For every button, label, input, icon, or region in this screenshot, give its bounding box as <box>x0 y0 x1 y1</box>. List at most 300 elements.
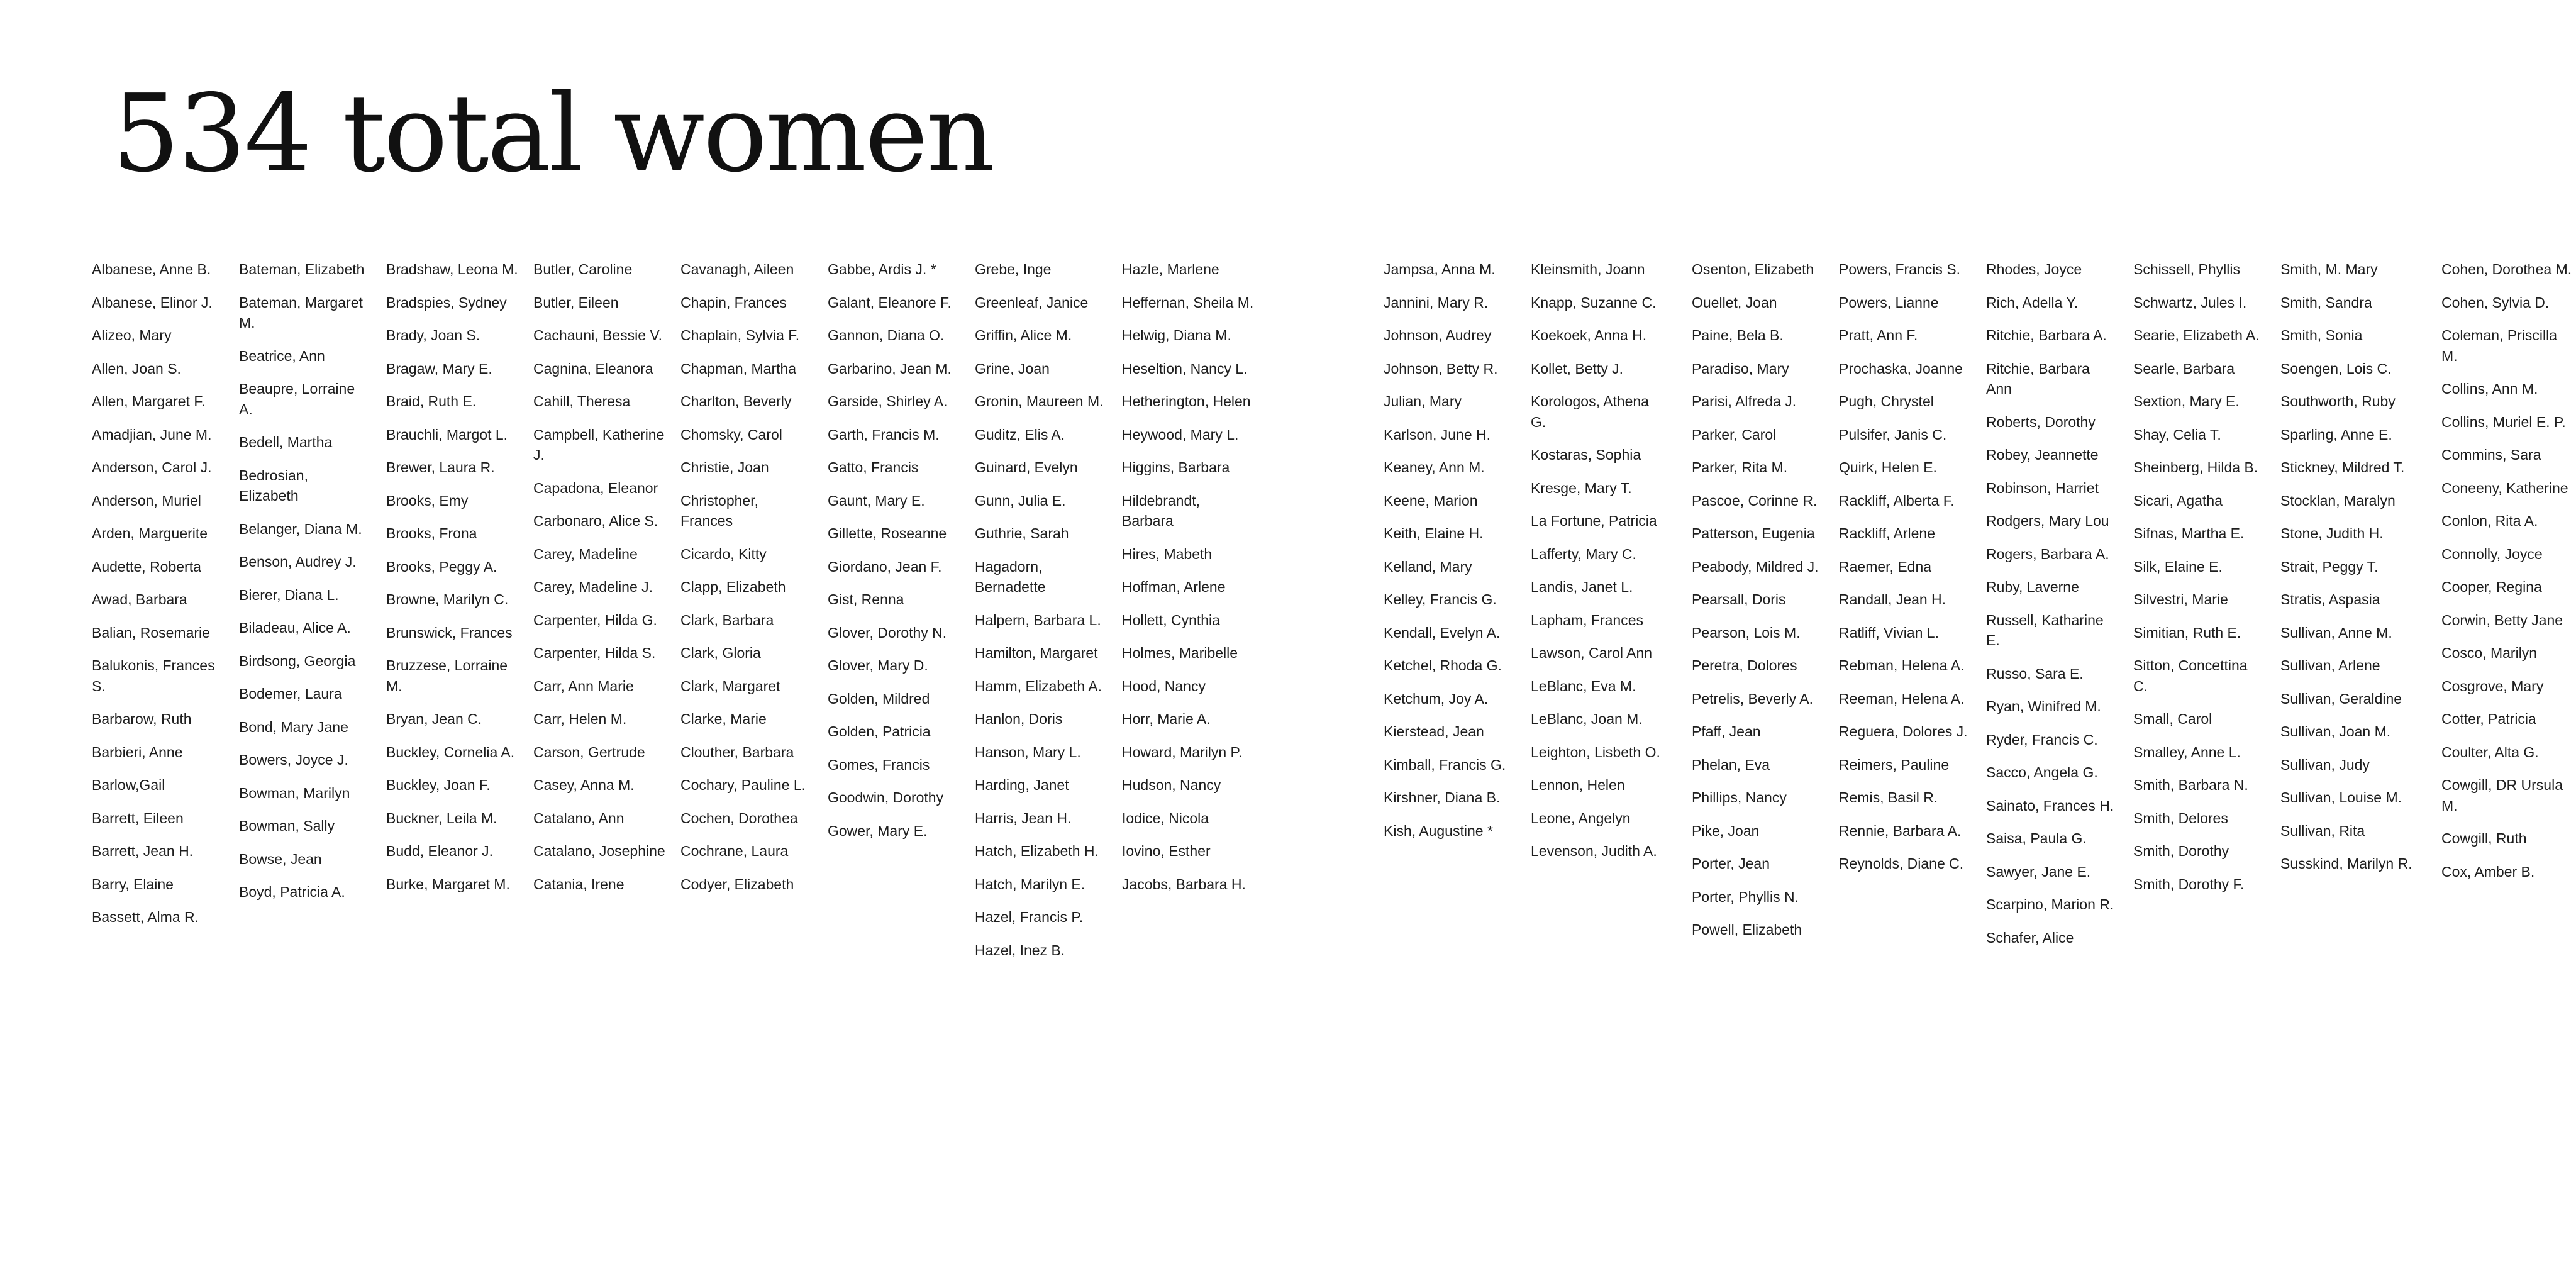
name-entry: Corwin, Betty Jane <box>2441 611 2563 628</box>
name-column <box>975 259 1107 973</box>
name-entry: Sullivan, Louise M. <box>2280 789 2402 806</box>
name-entry: Audette, Roberta <box>92 558 201 575</box>
name-entry: Beaupre, Lorraine A. <box>239 380 355 418</box>
name-entry: Rodgers, Mary Lou <box>1986 513 2109 529</box>
name-entry: Griffin, Alice M. <box>975 327 1072 343</box>
name-entry: Coulter, Alta G. <box>2441 743 2539 760</box>
name-entry: Christopher, Frances <box>680 492 759 529</box>
name-column <box>1384 259 1516 853</box>
name-entry: Gaunt, Mary E. <box>828 492 925 509</box>
name-entry: Kresge, Mary T. <box>1531 479 1632 496</box>
name-entry: Pulsifer, Janis C. <box>1839 426 1947 443</box>
name-entry: Powell, Elizabeth <box>1692 921 1802 938</box>
name-entry: Heseltion, Nancy L. <box>1122 360 1248 377</box>
name-entry: Southworth, Ruby <box>2280 393 2396 409</box>
name-entry: Clark, Gloria <box>680 645 761 661</box>
name-entry: Karlson, June H. <box>1384 426 1491 443</box>
name-entry: Rackliff, Alberta F. <box>1839 492 1955 509</box>
name-entry: Gabbe, Ardis J. * <box>828 261 936 277</box>
name-entry: Greenleaf, Janice <box>975 294 1089 311</box>
name-column <box>2441 259 2573 894</box>
name-entry: Glover, Dorothy N. <box>828 624 947 641</box>
name-entry: Barbieri, Anne <box>92 743 183 760</box>
name-entry: Cagnina, Eleanora <box>533 360 653 377</box>
name-entry: Clark, Barbara <box>680 611 774 628</box>
name-entry: Hatch, Elizabeth H. <box>975 843 1099 859</box>
name-entry: Clapp, Elizabeth <box>680 579 786 595</box>
name-entry: Coneeny, Katherine <box>2441 479 2568 496</box>
name-entry: Pearson, Lois M. <box>1692 624 1801 641</box>
name-entry: Remis, Basil R. <box>1839 789 1938 806</box>
name-entry: Smalley, Anne L. <box>2133 743 2241 760</box>
name-entry: Barbarow, Ruth <box>92 711 192 727</box>
name-entry: Rennie, Barbara A. <box>1839 822 1962 839</box>
name-entry: Barrett, Eileen <box>92 809 184 826</box>
name-entry: Cahill, Theresa <box>533 393 631 409</box>
name-entry: Amadjian, June M. <box>92 426 212 443</box>
name-entry: Ritchie, Barbara Ann <box>1986 360 2090 397</box>
name-entry: Hires, Mabeth <box>1122 545 1213 562</box>
name-entry: Bradspies, Sydney <box>386 294 507 311</box>
name-entry: Julian, Mary <box>1384 393 1462 409</box>
name-entry: Budd, Eleanor J. <box>386 843 494 859</box>
name-entry: Pfaff, Jean <box>1692 723 1761 740</box>
name-entry: Alizeo, Mary <box>92 327 172 343</box>
name-entry: Guinard, Evelyn <box>975 459 1078 475</box>
name-entry: Smith, Barbara N. <box>2133 777 2248 793</box>
name-column <box>828 259 960 853</box>
name-entry: Capadona, Eleanor <box>533 479 658 496</box>
name-entry: Balian, Rosemarie <box>92 624 210 641</box>
name-entry: Stratis, Aspasia <box>2280 591 2380 608</box>
name-entry: Cochrane, Laura <box>680 843 789 859</box>
name-column <box>533 259 665 907</box>
name-entry: Pratt, Ann F. <box>1839 327 1918 343</box>
name-entry: Hatch, Marilyn E. <box>975 875 1085 892</box>
name-entry: Ryan, Winifred M. <box>1986 698 2101 714</box>
name-column <box>1692 259 1824 953</box>
name-entry: Giordano, Jean F. <box>828 558 942 575</box>
name-entry: Carpenter, Hilda G. <box>533 611 657 628</box>
name-entry: Parisi, Alfreda J. <box>1692 393 1797 409</box>
name-entry: Barlow,Gail <box>92 777 165 793</box>
name-entry: Cosgrove, Mary <box>2441 677 2544 694</box>
name-entry: Biladeau, Alice A. <box>239 619 351 636</box>
name-entry: LeBlanc, Eva M. <box>1531 677 1636 694</box>
name-entry: Collins, Ann M. <box>2441 380 2538 397</box>
name-entry: Koekoek, Anna H. <box>1531 327 1647 343</box>
name-entry: Jannini, Mary R. <box>1384 294 1489 311</box>
name-entry: Smith, Sandra <box>2280 294 2372 311</box>
name-entry: Kierstead, Jean <box>1384 723 1484 740</box>
name-entry: Barry, Elaine <box>92 875 174 892</box>
name-entry: Landis, Janet L. <box>1531 579 1633 595</box>
name-entry: Buckley, Joan F. <box>386 777 491 793</box>
name-entry: Pascoe, Corinne R. <box>1692 492 1818 509</box>
name-entry: Guditz, Elis A. <box>975 426 1065 443</box>
name-entry: Gannon, Diana O. <box>828 327 945 343</box>
name-entry: Gatto, Francis <box>828 459 919 475</box>
name-entry: Cohen, Sylvia D. <box>2441 294 2550 311</box>
name-entry: Kelland, Mary <box>1384 558 1472 575</box>
name-entry: Gomes, Francis <box>828 756 930 773</box>
name-entry: Iodice, Nicola <box>1122 809 1209 826</box>
name-entry: Sacco, Angela G. <box>1986 764 2098 780</box>
name-entry: La Fortune, Patricia <box>1531 513 1657 529</box>
page-title: 534 total women <box>112 72 994 196</box>
name-entry: Grebe, Inge <box>975 261 1052 277</box>
name-entry: Paradiso, Mary <box>1692 360 1789 377</box>
name-entry: Golden, Mildred <box>828 690 930 707</box>
name-entry: Catalano, Josephine <box>533 843 665 859</box>
name-entry: Ketchum, Joy A. <box>1384 690 1489 707</box>
name-entry: Horr, Marie A. <box>1122 711 1211 727</box>
name-entry: Allen, Joan S. <box>92 360 181 377</box>
name-column <box>386 259 518 907</box>
name-column <box>2280 259 2412 887</box>
name-entry: Carbonaro, Alice S. <box>533 513 658 529</box>
name-column <box>1839 259 1971 887</box>
name-entry: Bodemer, Laura <box>239 686 342 702</box>
name-entry: Guthrie, Sarah <box>975 525 1069 541</box>
name-entry: Knapp, Suzanne C. <box>1531 294 1657 311</box>
name-entry: Arden, Marguerite <box>92 525 208 541</box>
name-entry: Carpenter, Hilda S. <box>533 645 656 661</box>
name-entry: Kish, Augustine * <box>1384 822 1493 839</box>
name-entry: Cavanagh, Aileen <box>680 261 794 277</box>
name-entry: Browne, Marilyn C. <box>386 591 509 608</box>
name-entry: Stocklan, Maralyn <box>2280 492 2396 509</box>
name-entry: Lennon, Helen <box>1531 777 1625 793</box>
name-entry: Butler, Caroline <box>533 261 633 277</box>
name-entry: Susskind, Marilyn R. <box>2280 855 2412 872</box>
name-entry: Cosco, Marilyn <box>2441 645 2538 661</box>
name-entry: Bruzzese, Lorraine M. <box>386 657 508 694</box>
name-entry: Brauchli, Margot L. <box>386 426 508 443</box>
name-entry: Albanese, Elinor J. <box>92 294 213 311</box>
name-entry: Kelley, Francis G. <box>1384 591 1497 608</box>
name-entry: Belanger, Diana M. <box>239 520 362 537</box>
name-entry: Butler, Eileen <box>533 294 619 311</box>
name-entry: Collins, Muriel E. P. <box>2441 413 2566 430</box>
name-entry: Charlton, Beverly <box>680 393 792 409</box>
name-entry: Ratliff, Vivian L. <box>1839 624 1939 641</box>
name-entry: Searle, Barbara <box>2133 360 2235 377</box>
name-entry: Scarpino, Marion R. <box>1986 896 2114 913</box>
name-entry: Casey, Anna M. <box>533 777 635 793</box>
name-entry: Bedrosian, Elizabeth <box>239 467 308 504</box>
name-entry: Boyd, Patricia A. <box>239 884 345 900</box>
name-column <box>680 259 813 907</box>
name-column <box>239 259 371 915</box>
name-entry: Garbarino, Jean M. <box>828 360 952 377</box>
name-entry: Saisa, Paula G. <box>1986 830 2087 847</box>
name-entry: Keaney, Ann M. <box>1384 459 1485 475</box>
name-entry: Commins, Sara <box>2441 447 2541 463</box>
name-entry: Buckley, Cornelia A. <box>386 743 515 760</box>
name-entry: Higgins, Barbara <box>1122 459 1230 475</box>
name-entry: Kendall, Evelyn A. <box>1384 624 1501 641</box>
name-entry: LeBlanc, Joan M. <box>1531 711 1643 727</box>
name-entry: Iovino, Esther <box>1122 843 1211 859</box>
name-entry: Rebman, Helena A. <box>1839 657 1965 674</box>
name-entry: Cachauni, Bessie V. <box>533 327 663 343</box>
name-column <box>92 259 224 940</box>
name-entry: Robey, Jeannette <box>1986 447 2099 463</box>
name-entry: Bryan, Jean C. <box>386 711 482 727</box>
name-entry: Gronin, Maureen M. <box>975 393 1104 409</box>
name-entry: Cox, Amber B. <box>2441 863 2535 880</box>
name-entry: Cowgill, Ruth <box>2441 830 2527 847</box>
name-entry: Schissell, Phyllis <box>2133 261 2240 277</box>
name-entry: Phillips, Nancy <box>1692 789 1787 806</box>
name-entry: Kimball, Francis G. <box>1384 756 1506 773</box>
name-entry: Clark, Margaret <box>680 677 780 694</box>
name-entry: Rhodes, Joyce <box>1986 261 2082 277</box>
name-entry: Cohen, Dorothea M. <box>2441 261 2572 277</box>
name-entry: Bowers, Joyce J. <box>239 752 348 768</box>
name-entry: Hoffman, Arlene <box>1122 579 1226 595</box>
name-entry: Coleman, Priscilla M. <box>2441 327 2558 364</box>
name-entry: Bond, Mary Jane <box>239 718 348 735</box>
name-entry: Phelan, Eva <box>1692 756 1770 773</box>
name-entry: Roberts, Dorothy <box>1986 413 2096 430</box>
name-entry: Osenton, Elizabeth <box>1692 261 1814 277</box>
name-entry: Brooks, Frona <box>386 525 477 541</box>
name-entry: Peabody, Mildred J. <box>1692 558 1819 575</box>
name-entry: Hudson, Nancy <box>1122 777 1221 793</box>
name-entry: Sullivan, Geraldine <box>2280 690 2402 707</box>
name-entry: Gist, Renna <box>828 591 904 608</box>
name-entry: Carey, Madeline J. <box>533 579 653 595</box>
name-entry: Sullivan, Anne M. <box>2280 624 2392 641</box>
name-entry: Pike, Joan <box>1692 822 1760 839</box>
name-entry: Ritchie, Barbara A. <box>1986 327 2107 343</box>
name-entry: Cochen, Dorothea <box>680 809 798 826</box>
name-entry: Jacobs, Barbara H. <box>1122 875 1246 892</box>
name-entry: Pugh, Chrystel <box>1839 393 1934 409</box>
name-entry: Brunswick, Frances <box>386 624 513 641</box>
name-entry: Anderson, Muriel <box>92 492 201 509</box>
name-entry: Korologos, Athena G. <box>1531 393 1649 430</box>
name-entry: Brewer, Laura R. <box>386 459 495 475</box>
name-entry: Bateman, Margaret M. <box>239 294 363 331</box>
name-entry: Goodwin, Dorothy <box>828 789 944 806</box>
name-entry: Carr, Helen M. <box>533 711 627 727</box>
name-column <box>1122 259 1254 907</box>
name-entry: Porter, Jean <box>1692 855 1770 872</box>
name-entry: Kostaras, Sophia <box>1531 447 1641 463</box>
name-entry: Connolly, Joyce <box>2441 545 2543 562</box>
name-entry: Randall, Jean H. <box>1839 591 1946 608</box>
name-entry: Levenson, Judith A. <box>1531 843 1657 859</box>
name-entry: Sicari, Agatha <box>2133 492 2223 509</box>
name-entry: Quirk, Helen E. <box>1839 459 1937 475</box>
name-entry: Hazel, Inez B. <box>975 941 1065 958</box>
name-entry: Conlon, Rita A. <box>2441 513 2538 529</box>
name-entry: Bowman, Marilyn <box>239 784 350 801</box>
name-entry: Garside, Shirley A. <box>828 393 948 409</box>
name-entry: Bradshaw, Leona M. <box>386 261 518 277</box>
name-entry: Cowgill, DR Ursula M. <box>2441 777 2563 814</box>
name-entry: Hollett, Cynthia <box>1122 611 1220 628</box>
name-entry: Simitian, Ruth E. <box>2133 624 2241 641</box>
name-entry: Burke, Margaret M. <box>386 875 510 892</box>
name-entry: Small, Carol <box>2133 711 2212 727</box>
name-column <box>1531 259 1663 874</box>
name-entry: Petrelis, Beverly A. <box>1692 690 1814 707</box>
name-entry: Lawson, Carol Ann <box>1531 645 1653 661</box>
name-entry: Sullivan, Arlene <box>2280 657 2380 674</box>
name-entry: Codyer, Elizabeth <box>680 875 794 892</box>
name-entry: Brady, Joan S. <box>386 327 480 343</box>
name-entry: Ryder, Francis C. <box>1986 731 2098 748</box>
name-entry: Sainato, Frances H. <box>1986 797 2114 814</box>
name-entry: Parker, Carol <box>1692 426 1777 443</box>
name-entry: Harris, Jean H. <box>975 809 1072 826</box>
name-entry: Chapman, Martha <box>680 360 797 377</box>
name-entry: Gillette, Roseanne <box>828 525 947 541</box>
name-entry: Bassett, Alma R. <box>92 909 199 925</box>
name-entry: Schafer, Alice <box>1986 929 2074 946</box>
name-entry: Rogers, Barbara A. <box>1986 545 2109 562</box>
name-entry: Birdsong, Georgia <box>239 652 356 669</box>
name-entry: Cicardo, Kitty <box>680 545 767 562</box>
name-entry: Lapham, Frances <box>1531 611 1643 628</box>
name-entry: Rackliff, Arlene <box>1839 525 1935 541</box>
name-entry: Leone, Angelyn <box>1531 809 1631 826</box>
name-entry: Ruby, Laverne <box>1986 579 2079 595</box>
name-entry: Ketchel, Rhoda G. <box>1384 657 1502 674</box>
name-column <box>1986 259 2118 960</box>
name-entry: Hanlon, Doris <box>975 711 1063 727</box>
name-entry: Russell, Katharine E. <box>1986 611 2104 648</box>
name-entry: Smith, M. Mary <box>2280 261 2378 277</box>
name-entry: Campbell, Katherine J. <box>533 426 665 463</box>
name-entry: Prochaska, Joanne <box>1839 360 1963 377</box>
name-entry: Christie, Joan <box>680 459 769 475</box>
name-entry: Balukonis, Frances S. <box>92 657 215 694</box>
name-entry: Sextion, Mary E. <box>2133 393 2240 409</box>
name-entry: Sifnas, Martha E. <box>2133 525 2245 541</box>
name-entry: Chomsky, Carol <box>680 426 782 443</box>
name-entry: Bowman, Sally <box>239 818 335 834</box>
name-entry: Smith, Delores <box>2133 809 2228 826</box>
name-entry: Pearsall, Doris <box>1692 591 1786 608</box>
name-entry: Bierer, Diana L. <box>239 586 339 603</box>
name-entry: Kleinsmith, Joann <box>1531 261 1645 277</box>
name-entry: Chapin, Frances <box>680 294 787 311</box>
name-entry: Carson, Gertrude <box>533 743 645 760</box>
name-entry: Albanese, Anne B. <box>92 261 211 277</box>
name-entry: Heffernan, Sheila M. <box>1122 294 1254 311</box>
name-entry: Leighton, Lisbeth O. <box>1531 743 1660 760</box>
name-entry: Hamilton, Margaret <box>975 645 1098 661</box>
name-entry: Hagadorn, Bernadette <box>975 558 1046 595</box>
name-entry: Smith, Dorothy <box>2133 843 2229 859</box>
name-entry: Keith, Elaine H. <box>1384 525 1484 541</box>
name-entry: Sitton, Concettina C. <box>2133 657 2248 694</box>
name-entry: Garth, Francis M. <box>828 426 940 443</box>
name-entry: Buckner, Leila M. <box>386 809 497 826</box>
name-entry: Porter, Phyllis N. <box>1692 888 1799 905</box>
name-entry: Stone, Judith H. <box>2280 525 2384 541</box>
name-entry: Strait, Peggy T. <box>2280 558 2379 575</box>
name-entry: Grine, Joan <box>975 360 1050 377</box>
name-entry: Smith, Dorothy F. <box>2133 875 2245 892</box>
name-entry: Brooks, Emy <box>386 492 469 509</box>
name-entry: Allen, Margaret F. <box>92 393 206 409</box>
name-entry: Ouellet, Joan <box>1692 294 1777 311</box>
name-entry: Raemer, Edna <box>1839 558 1932 575</box>
name-entry: Gunn, Julia E. <box>975 492 1066 509</box>
name-entry: Carr, Ann Marie <box>533 677 634 694</box>
name-entry: Schwartz, Jules I. <box>2133 294 2247 311</box>
name-entry: Searie, Elizabeth A. <box>2133 327 2260 343</box>
name-entry: Glover, Mary D. <box>828 657 928 674</box>
name-entry: Hood, Nancy <box>1122 677 1206 694</box>
name-entry: Cooper, Regina <box>2441 579 2542 595</box>
name-entry: Powers, Francis S. <box>1839 261 1960 277</box>
name-entry: Halpern, Barbara L. <box>975 611 1101 628</box>
name-entry: Hetherington, Helen <box>1122 393 1251 409</box>
name-entry: Sawyer, Jane E. <box>1986 863 2091 880</box>
name-entry: Keene, Marion <box>1384 492 1478 509</box>
name-entry: Bedell, Martha <box>239 434 333 450</box>
name-entry: Johnson, Betty R. <box>1384 360 1498 377</box>
name-entry: Bateman, Elizabeth <box>239 261 365 277</box>
name-entry: Johnson, Audrey <box>1384 327 1492 343</box>
name-entry: Hazel, Francis P. <box>975 909 1084 925</box>
name-entry: Reguera, Dolores J. <box>1839 723 1968 740</box>
name-entry: Robinson, Harriet <box>1986 479 2099 496</box>
name-entry: Gower, Mary E. <box>828 822 928 839</box>
name-entry: Rich, Adella Y. <box>1986 294 2079 311</box>
name-entry: Smith, Sonia <box>2280 327 2363 343</box>
name-entry: Hildebrandt, Barbara <box>1122 492 1201 529</box>
name-entry: Patterson, Eugenia <box>1692 525 1815 541</box>
name-entry: Reynolds, Diane C. <box>1839 855 1964 872</box>
name-entry: Carey, Madeline <box>533 545 638 562</box>
name-entry: Galant, Eleanore F. <box>828 294 952 311</box>
name-entry: Shay, Celia T. <box>2133 426 2221 443</box>
name-entry: Beatrice, Ann <box>239 347 325 364</box>
name-entry: Holmes, Maribelle <box>1122 645 1238 661</box>
name-entry: Hazle, Marlene <box>1122 261 1219 277</box>
name-entry: Awad, Barbara <box>92 591 187 608</box>
name-entry: Sparling, Anne E. <box>2280 426 2392 443</box>
name-entry: Kirshner, Diana B. <box>1384 789 1501 806</box>
name-entry: Anderson, Carol J. <box>92 459 212 475</box>
name-entry: Clouther, Barbara <box>680 743 794 760</box>
name-entry: Sullivan, Judy <box>2280 756 2370 773</box>
name-entry: Sheinberg, Hilda B. <box>2133 459 2258 475</box>
name-entry: Kollet, Betty J. <box>1531 360 1624 377</box>
name-entry: Brooks, Peggy A. <box>386 558 497 575</box>
name-entry: Soengen, Lois C. <box>2280 360 2392 377</box>
name-entry: Howard, Marilyn P. <box>1122 743 1243 760</box>
name-entry: Sullivan, Joan M. <box>2280 723 2391 740</box>
name-entry: Peretra, Dolores <box>1692 657 1797 674</box>
name-entry: Reeman, Helena A. <box>1839 690 1965 707</box>
name-entry: Catalano, Ann <box>533 809 625 826</box>
name-entry: Parker, Rita M. <box>1692 459 1788 475</box>
name-entry: Jampsa, Anna M. <box>1384 261 1496 277</box>
name-entry: Braid, Ruth E. <box>386 393 477 409</box>
name-entry: Clarke, Marie <box>680 711 767 727</box>
name-entry: Stickney, Mildred T. <box>2280 459 2405 475</box>
name-entry: Hanson, Mary L. <box>975 743 1081 760</box>
